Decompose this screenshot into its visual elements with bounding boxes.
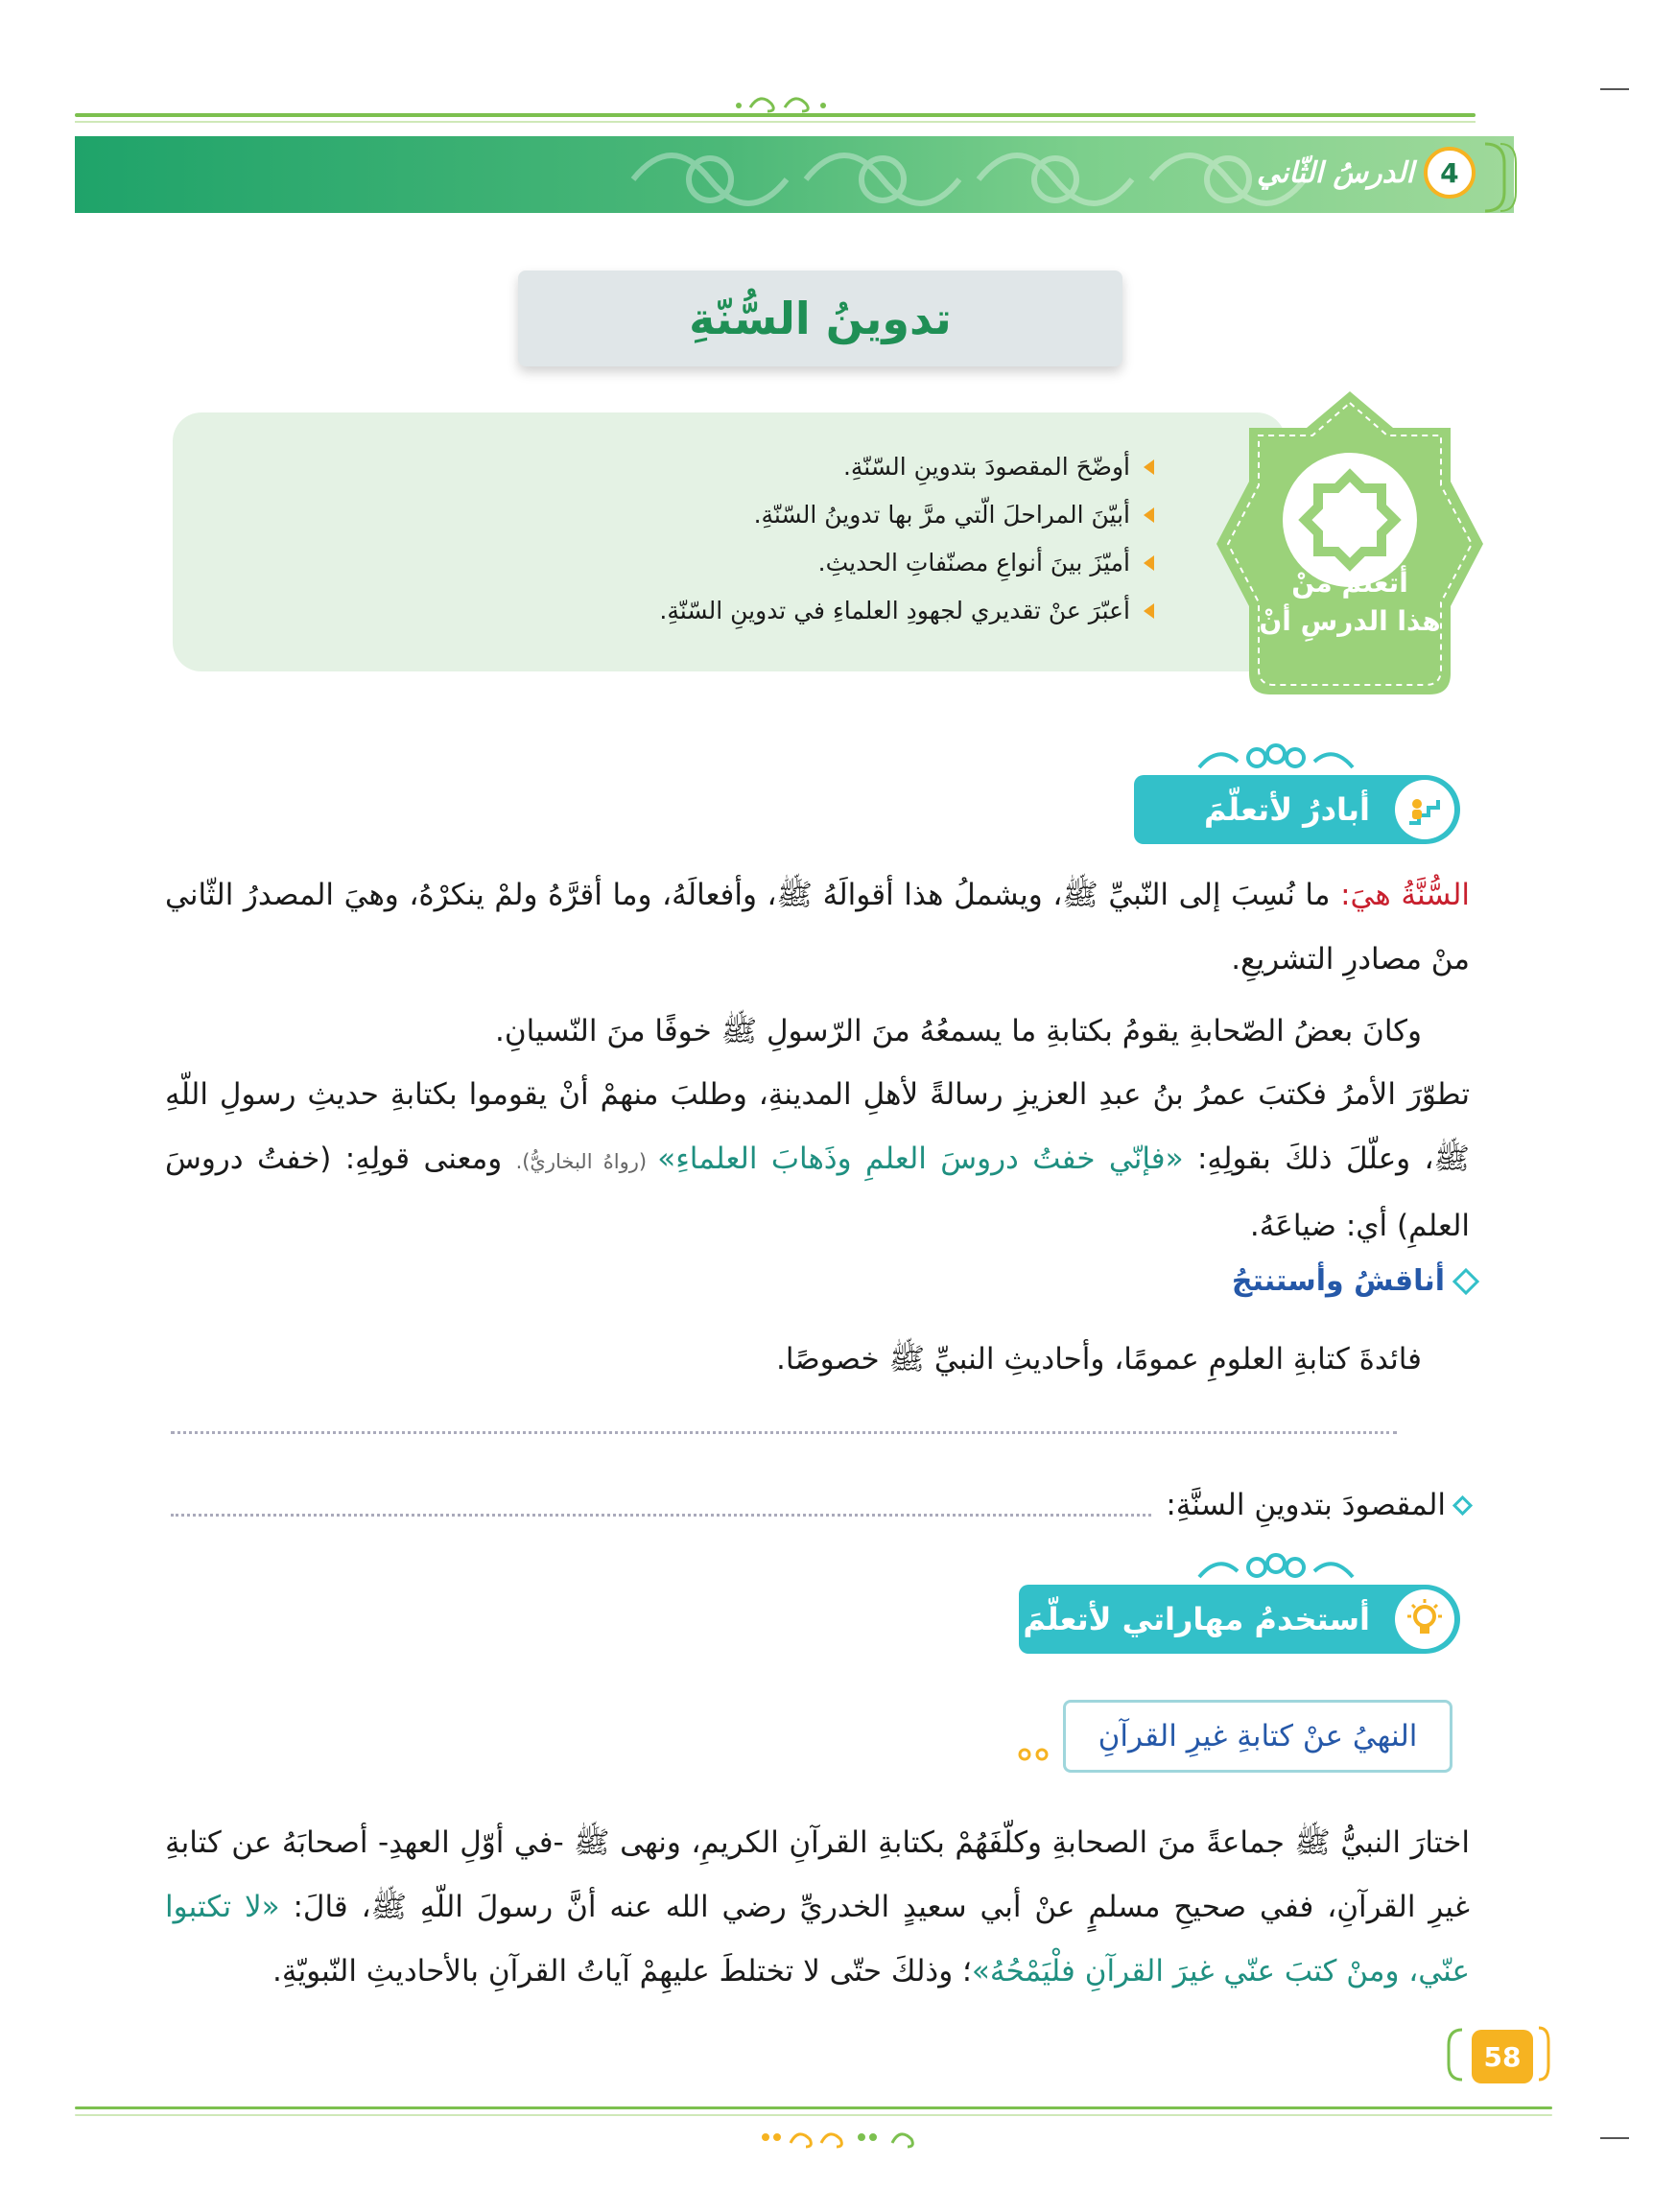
section-ornament <box>1190 739 1362 777</box>
diamond-bullet-icon <box>1452 1267 1479 1294</box>
objectives-badge <box>1211 386 1489 702</box>
header-rule <box>75 113 1476 117</box>
hadith-quote: «فإنّي خفتُ دروسَ العلمِ وذَهابَ العلماءِ» <box>657 1141 1184 1176</box>
prohibition-paragraph: اختارَ النبيُّ ﷺ جماعةً منَ الصحابةِ وكلّفَهُمْ بكتابةِ القرآنِ الكريمِ، ونهى ﷺ -في أوّلِ العهدِ- أصحابَهُ عن كتابةِ غيرِ القرآنِ، ففي صحيحِ مسلمٍ عنْ أبي سعيدٍ الخدريِّ رضي الله عنه أنَّ رسولَ اللّهِ ﷺ، قالَ: «لا تكتبوا عنّي، ومنْ كتبَ عنّي غيرَ القرآنِ فلْيَمْحُهُ»؛ وذلكَ حتّى لا تختلطَ عليهِمْ آياتُ القرآنِ بالأحاديثِ النّبويّةِ. <box>165 1825 1470 1988</box>
discuss-prompt: فائدةَ كتابةِ العلومِ عمومًا، وأحاديثِ النبيِّ ﷺ خصوصًا. <box>776 1342 1422 1377</box>
definition-prompt-row: المقصودَ بتدوينِ السنَّةِ: <box>165 1471 1470 1538</box>
companions-paragraph: وكانَ بعضُ الصّحابةِ يقومُ بكتابةِ ما يسمعُهُ منَ الرّسولِ ﷺ خوفًا منَ النّسيانِ. <box>495 1014 1422 1048</box>
section-title: أستخدمُ مهاراتي لأتعلّمَ <box>1023 1601 1370 1637</box>
page-number: 58 <box>1472 2030 1533 2083</box>
objective-item: أعبّرَ عنْ تقديري لجهودِ العلماءِ في تدوينِ السّنّةِ. <box>483 587 1154 635</box>
section-header-skills <box>1019 1585 1460 1654</box>
section-header-initiate <box>1134 775 1460 844</box>
climbing-person-icon <box>1395 780 1454 839</box>
section-title: أبادرُ لأتعلّمَ <box>1203 791 1370 828</box>
footer-rule <box>75 2106 1552 2109</box>
triangle-bullet-icon <box>1144 459 1154 475</box>
margin-mark-bottom <box>1600 2137 1629 2139</box>
definition-label: السُّنَّةُ هيَ: <box>1340 878 1471 912</box>
objective-item: أوضّحَ المقصودَ بتدوينِ السّنّةِ. <box>483 443 1154 491</box>
subheading-dots <box>1017 1748 1055 1761</box>
band-bracket <box>1477 134 1525 221</box>
footer-ornament <box>758 2122 931 2154</box>
lesson-tag <box>1257 144 1476 201</box>
subheading-box <box>1063 1700 1452 1773</box>
umar-paragraph: تطوّرَ الأمرُ فكتبَ عمرُ بنُ عبدِ العزيزِ رسالةً لأهلِ المدينةِ، وطلبَ منهمْ أنْ يقوموا بكتابةِ حديثِ رسولِ اللّهِ ﷺ، وعلّلَ ذلكَ بقولِهِ: «فإنّي خفتُ دروسَ العلمِ وذَهابَ العلماءِ» (رواهُ البخاريُّ). ومعنى قولِهِ: (خفتُ دروسَ العلمِ) أي: ضياعَهُ. <box>165 1077 1470 1243</box>
margin-mark-top <box>1600 88 1629 90</box>
triangle-bullet-icon <box>1144 603 1154 619</box>
objectives-badge-text: أتعلّمُ منْ هذا الدرسِ أنْ <box>1259 567 1441 637</box>
objective-item: أبيّنَ المراحلَ الّتي مرَّ بها تدوينُ السّنّةِ. <box>483 491 1154 539</box>
lesson-label: الدرسُ الثّاني <box>1257 155 1414 190</box>
footer-rule-light <box>75 2114 1552 2116</box>
band-pattern <box>595 127 1343 232</box>
lightbulb-icon <box>1395 1589 1454 1649</box>
lesson-number: 4 <box>1424 147 1476 199</box>
title-box <box>518 271 1122 366</box>
hadith-source: (رواهُ البخاريُّ). <box>515 1150 658 1173</box>
objectives-list <box>483 443 1154 635</box>
sunnah-definition: السُّنَّةُ هيَ: ما نُسِبَ إلى النّبيِّ ﷺ، ويشملُ هذا أقوالَهُ ﷺ، وأفعالَهُ، وما أقرَّهُ ولمْ ينكرْهُ، وهيَ المصدرُ الثّاني منْ مصادرِ التشريعِ. <box>165 878 1471 977</box>
hadith-quote: «لا تكتبوا عنّي، ومنْ كتبَ عنّي غيرَ القرآنِ فلْيَمْحُهُ» <box>165 1890 1470 1988</box>
diamond-bullet-icon <box>1452 1495 1473 1516</box>
triangle-bullet-icon <box>1144 555 1154 571</box>
header-rule-light <box>75 121 1476 123</box>
objective-item: أميّزَ بينَ أنواعِ مصنّفاتِ الحديثِ. <box>483 539 1154 587</box>
answer-line-1[interactable] <box>171 1431 1397 1434</box>
subheading: النهيُ عنْ كتابةِ غيرِ القرآنِ <box>1098 1719 1418 1753</box>
answer-line-2[interactable] <box>171 1514 1151 1517</box>
triangle-bullet-icon <box>1144 507 1154 523</box>
page-title: تدوينُ السُّنّةِ <box>689 293 952 344</box>
section-ornament <box>1190 1548 1362 1587</box>
discuss-heading: أناقشُ وأستنتجُ <box>1232 1264 1476 1298</box>
